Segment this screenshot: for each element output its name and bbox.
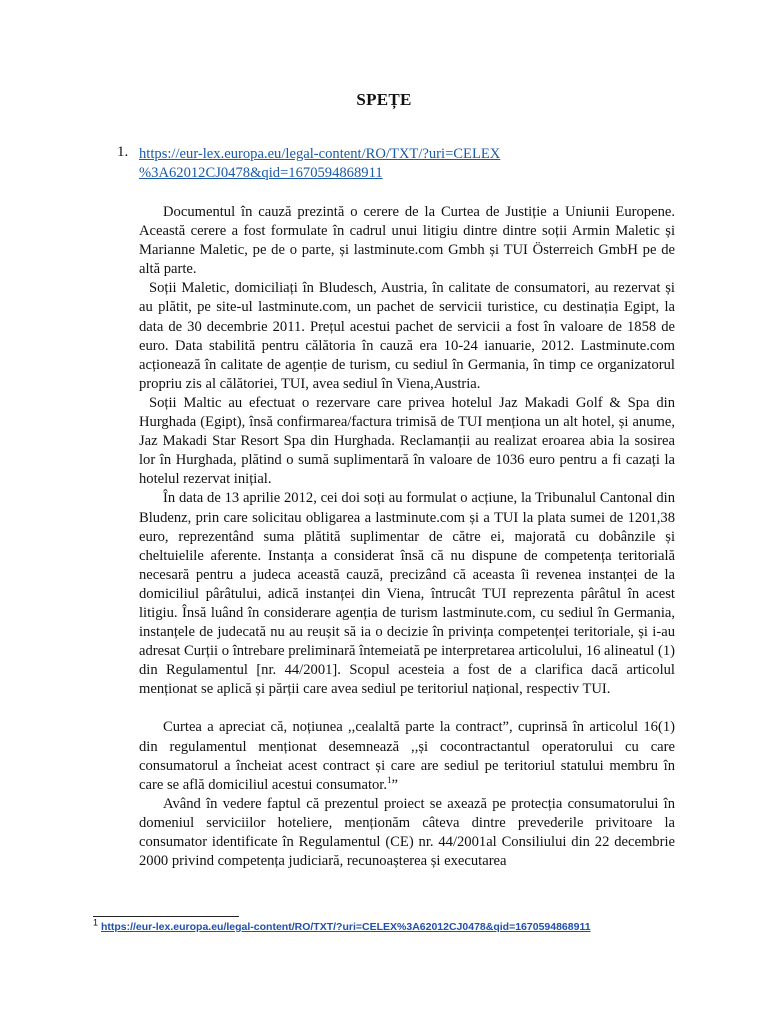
list-item-number: 1. bbox=[117, 144, 129, 160]
paragraph-booking: Soții Maltic au efectuat o rezervare care privea hotelul Jaz Makadi Golf & Spa din Hurghada (Egipt), însă confirmarea/factura trimisă de TUI menționa un alt hotel, și anume, Jaz Makadi Star Resort Spa din Hurghada. Reclamanții au realizat eroarea abia la sosirea lor în Hurghada, plătind o sumă suplimentară în valoare de 1036 euro pentru a fi cazați la hotelul rezervat inițial. bbox=[139, 394, 675, 488]
paragraph-action: În data de 13 aprilie 2012, cei doi soți au formulat o acțiune, la Tribunalul Cantonal din Bludenz, prin care solicitau obligarea a lastminute.com și a TUI la plata sumei de 1201,38 euro, reprezentând suma plătită suplimentar de către ei, majorată cu dobânzile și cheltuielile aferente. Instanța a considerat însă că nu dispune de competența teritorială necesară pentru a judeca această cauză, precizând că aceasta îi revenea instanței de la domiciliul pârâtului, adică instanței din Viena, întrucât TUI reprezenta pârâtul în acest litigiu. Însă luând în considerare agenția de turism lastminute.com, cu sediul în Germania, instanțele de judecată nu au reușit să ia o decizie în privința competenței teritoriale, și i-au adresat Curții o întrebare preliminară întemeiată pe interpretarea articolului, 16 alineatul (1) din Regulamentul [nr. 44/2001]. Scopul acesteia a fost de a clarifica dacă articolul menționat se aplică și părții care avea sediul pe teritoriul național, respectiv TUI. bbox=[139, 490, 675, 698]
source-link-line-2[interactable] bbox=[139, 164, 383, 183]
source-link-part-2[interactable]: %3A62012CJ0478&qid=1670594868911 bbox=[139, 165, 383, 181]
paragraph-facts: Soții Maletic, domiciliați în Bludesch, Austria, în calitate de consumatori, au rezervat și au plătit, pe site-ul lastminute.com, un pachet de servicii turistice, cu destinația Egipt, la data de 30 decembrie 2011. Prețul acestui pachet de servicii a fost în valoare de 1858 de euro. Data stabilită pentru călătoria în cauză era 10-24 ianuarie, 2012. Lastminute.com acționează în calitate de agenție de turism, cu sediul în Germania, în timp ce organizatorul propriu zis al călătoriei, TUI, avea sediul în Viena,Austria. bbox=[139, 280, 675, 392]
footnote-number: 1 bbox=[93, 917, 99, 928]
court-opinion-text: Curtea a apreciat că, noțiunea ,,cealaltă parte la contract”, cuprinsă în articolul 16(1) din regulamentul menționat desemnează ,,și cocontractantul operatorului cu care consumatorul a încheiat acest contract și care are sediul pe teritoriul statului membru în care se află domiciliul acestui consumator. bbox=[139, 719, 675, 793]
page-title: SPEȚE bbox=[356, 90, 412, 109]
paragraph-intro: Documentul în cauză prezintă o cerere de la Curtea de Justiție a Uniunii Europene. Această cerere a fost formulate în cadrul unui litigiu dintre dintre soții Armin Maletic și Marianne Maletic, pe de o parte, și lastminute.com Gmbh și TUI Österreich GmbH pe de altă parte. bbox=[139, 204, 675, 278]
paragraph-regulation: Având în vedere faptul că prezentul proiect se axează pe protecția consumatorului în domeniul serviciilor hoteliere, menționăm câteva dintre prevederile privitoare la consumator identificate în Regulamentul (CE) nr. 44/2001al Consiliului din 22 decembrie 2000 privind competența judiciară, recunoașterea și executarea bbox=[139, 795, 675, 870]
paragraph-spacer bbox=[139, 699, 675, 718]
footnote-link[interactable]: https://eur-lex.europa.eu/legal-content/RO/TXT/?uri=CELEX%3A62012CJ0478&qid=1670594868911 bbox=[100, 921, 591, 933]
paragraph-court-opinion bbox=[139, 718, 675, 794]
footnote bbox=[93, 917, 591, 933]
source-link-part-1[interactable]: https://eur-lex.europa.eu/legal-content/RO/TXT/?uri=CELEX bbox=[139, 146, 501, 162]
footnote-reference[interactable]: 1 bbox=[387, 774, 392, 785]
document-body bbox=[139, 203, 675, 871]
source-link-line-1[interactable] bbox=[139, 145, 500, 164]
footnote-separator bbox=[93, 916, 239, 917]
closing-quote: ” bbox=[391, 776, 398, 793]
